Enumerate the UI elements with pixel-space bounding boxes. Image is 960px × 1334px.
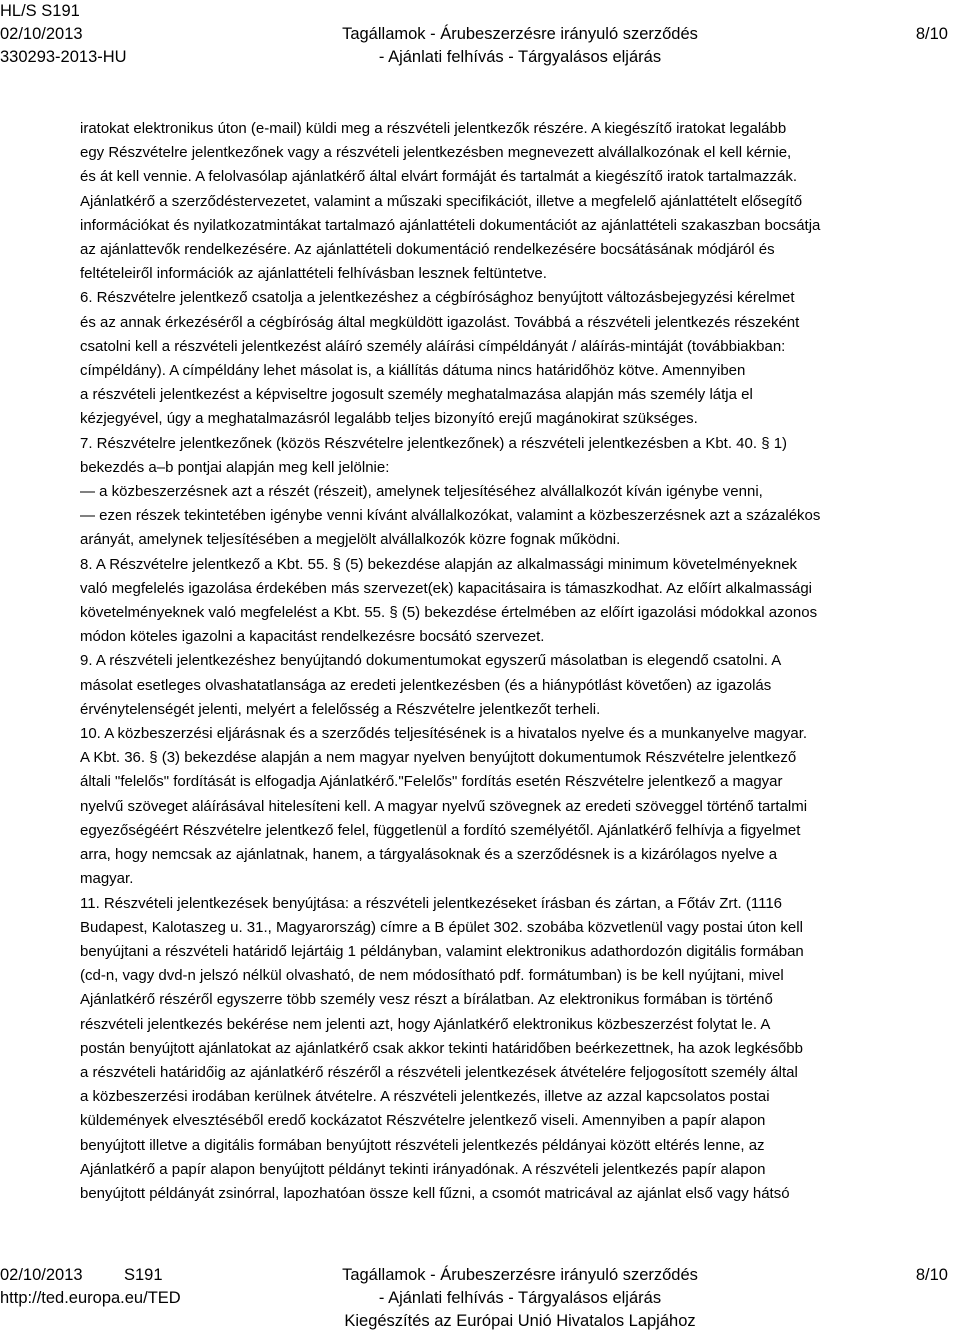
- body-line: magyar.: [80, 870, 134, 888]
- body-line: arányát, amelynek teljesítésében a megjelölt alvállalkozók közre fognak működni.: [80, 531, 621, 549]
- body-line: küldemények elvesztéséből eredő kockázatot Részvételre jelentkező viseli. Amennyiben a papír alapon: [80, 1112, 766, 1130]
- footer-title-line3: Kiegészítés az Európai Unió Hivatalos Lapjához: [344, 1312, 696, 1330]
- body-line: csatolni kell a részvételi jelentkezést aláíró személy aláírási címpéldányát / aláírás-mintáját (továbbiakban:: [80, 337, 786, 355]
- footer-title-line1: Tagállamok - Árubeszerzésre irányuló szerződés: [342, 1266, 698, 1284]
- body-line: iratokat elektronikus úton (e-mail) küldi meg a részvételi jelentkezők részére. A kiegészítő iratokat legalább: [80, 120, 787, 137]
- body-line: 7. Részvételre jelentkezőnek (közös Részvételre jelentkezőnek) a részvételi jelentkezésben a Kbt. 40. § 1): [80, 434, 788, 452]
- header-page-number: 8/10: [915, 25, 948, 43]
- body-line: 10. A közbeszerzési eljárásnak és a szerződés teljesítésének is a hivatalos nyelve és a munkanyelve magyar.: [80, 725, 808, 743]
- body-line: és az annak érkezéséről a cégbíróság által megküldött igazolást. Továbbá a részvételi jelentkezés részeként: [80, 313, 800, 331]
- footer-series: S191: [124, 1266, 163, 1284]
- body-line: általi "felelős" fordítását is elfogadja Ajánlatkérő."Felelős" fordítás esetén Részvételre jelentkező a magyar: [80, 773, 783, 791]
- body-line: 8. A Részvételre jelentkező a Kbt. 55. § (5) bekezdése alapján az alkalmassági minimum követelményeknek: [80, 555, 798, 573]
- body-line: az ajánlattevők rendelkezésére. Az ajánlattételi dokumentáció rendelkezésére bocsátásának módjáról és: [80, 241, 775, 259]
- body-line: egy Részvételre jelentkezőnek vagy a részvételi jelentkezésben megnevezett alvállalkozónak el kell kérnie,: [80, 144, 792, 162]
- body-line: bekezdés a–b pontjai alapján meg kell jelölnie:: [80, 458, 390, 476]
- body-line: benyújtott illetve a digitális formában benyújtott részvételi jelentkezés példányai között eltérés lenne, az: [80, 1136, 765, 1154]
- body-line: címpéldány). A címpéldány lehet másolat is, a kiállítás dátuma nincs határidőhöz kötve. Amennyiben: [80, 362, 746, 380]
- body-line: érvénytelenségét jelenti, melyért a felelősség a Részvételre jelentkezőt terheli.: [80, 700, 601, 718]
- header-date: 02/10/2013: [0, 25, 83, 43]
- body-line: feltételeiről információk az ajánlattételi felhívásban lesznek feltüntetve.: [80, 265, 547, 283]
- footer-page-number: 8/10: [915, 1266, 948, 1284]
- footer-date: 02/10/2013: [0, 1266, 83, 1284]
- body-line: 11. Részvételi jelentkezések benyújtása: a részvételi jelentkezéseket írásban és zártan, a Főtáv Zrt. (1116: [80, 894, 783, 912]
- body-line: és át kell vennie. A felolvasólap ajánlatkérő által elvárt formáját és tartalmát a kiegészítő iratok tartalmazzák.: [80, 168, 798, 186]
- body-line: Budapest, Kalotaszeg u. 31., Magyarország) címre a B épület 302. szobába közvetlenül vagy postai úton kell: [80, 918, 803, 936]
- body-line: — a közbeszerzésnek azt a részét (részeit), amelynek teljesítéséhez alvállalkozót kíván igénybe venni,: [80, 483, 763, 501]
- body-line: másolat esetleges olvashatatlansága az eredeti jelentkezésben (és a hiánypótlást követően) az igazolás: [80, 676, 772, 694]
- body-line: 6. Részvételre jelentkező csatolja a jelentkezéshez a cégbírósághoz benyújtott változásbejegyzési kérelmet: [80, 289, 795, 307]
- body-line: részvételi jelentkezés bekérése nem jelenti azt, hogy Ajánlatkérő elektronikus közbeszerzést folytat le. A: [80, 1015, 771, 1033]
- body-line: Ajánlatkérő a szerződéstervezetet, valamint a műszaki specifikációt, illetve a megfelelő ajánlattételt elősegítő: [80, 192, 803, 210]
- body-line: Ajánlatkérő a papír alapon benyújtott példányt tekinti irányadónak. A részvételi jelentkezés papír alapon: [80, 1160, 766, 1178]
- body-line: benyújtott példányát zsinórral, lapozhatóan össze kell fűzni, a csomót matricával az ajánlat első vagy hátsó: [80, 1184, 790, 1202]
- body-line: nyelvű szöveget aláírásával hitelesíteni kell. A magyar nyelvű szövegnek az eredeti szöveggel történő tartalmi: [80, 797, 808, 815]
- body-line: a közbeszerzési irodában kerülnek átvételre. A részvételi jelentkezés, illetve az azzal kapcsolatos postai: [80, 1088, 770, 1106]
- body-line: kézjegyével, úgy a meghatalmazásról legalább teljes bizonyító erejű magánokirat szükséges.: [80, 410, 698, 428]
- body-line: (cd-n, vagy dvd-n jelszó nélkül olvasható, de nem módosítható pdf. formátumban) is be kell nyújtani, mivel: [80, 967, 784, 985]
- document-body: [80, 117, 960, 1206]
- body-line: módon köteles igazolni a kapacitást rendelkezésre bocsátó szervezet.: [80, 628, 545, 646]
- body-line: való megfelelés igazolása érdekében más szervezet(ek) kapacitásaira is támaszkodhat. Az előírt alkalmassági: [80, 579, 813, 597]
- body-line: — ezen részek tekintetében igénybe venni kívánt alvállalkozókat, valamint a közbeszerzésnek azt a százalékos: [80, 507, 821, 525]
- body-line: egyezőségéért Részvételre jelentkező felel, függetlenül a fordító személyétől. Ajánlatkérő felhívja a figyelmet: [80, 821, 801, 839]
- footer-title-line2: - Ajánlati felhívás - Tárgyalásos eljárás: [378, 1289, 662, 1307]
- header-title-line1: Tagállamok - Árubeszerzésre irányuló szerződés: [342, 25, 698, 43]
- footer-url: http://ted.europa.eu/TED: [0, 1289, 181, 1307]
- body-line: A Kbt. 36. § (3) bekezdése alapján a nem magyar nyelven benyújtott dokumentumok Részvételre jelentkező: [80, 749, 797, 767]
- body-line: követelményeknek való megfelelést a Kbt. 55. § (5) bekezdése értelmében az előírt igazolási módokkal azonos: [80, 604, 818, 622]
- body-line: Ajánlatkérő részéről egyszerre több személy vesz részt a bírálatban. Az elektronikus formában is történő: [80, 991, 773, 1009]
- body-line: 9. A részvételi jelentkezéshez benyújtandó dokumentumokat egyszerű másolatban is elegendő csatolni. A: [80, 652, 782, 670]
- body-line: információkat és nyilatkozatmintákat tartalmazó ajánlattételi dokumentációt az ajánlattételi szakaszban bocsátja: [80, 216, 821, 234]
- body-line: a részvételi jelentkezést a képviseltre jogosult személy meghatalmazása alapján más személy látja el: [80, 386, 753, 404]
- body-line: postán benyújtott ajánlatokat az ajánlatkérő csak akkor tekinti határidőben beérkezettnek, ha azok legkésőbb: [80, 1039, 803, 1057]
- body-line: arra, hogy nemcsak az ajánlatnak, hanem, a tárgyalásoknak és a szerződésnek is a kizárólagos nyelve a: [80, 846, 778, 864]
- body-line: a részvételi határidőig az ajánlatkérő részéről a részvételi jelentkezések átvételére feljogosított személy által: [80, 1063, 798, 1081]
- header-title-line2: - Ajánlati felhívás - Tárgyalásos eljárás: [378, 48, 662, 66]
- doc-id: HL/S S191: [0, 2, 80, 20]
- header-ref: 330293-2013-HU: [0, 48, 127, 66]
- body-line: benyújtani a részvételi határidő lejártáig 1 példányban, valamint elektronikus adathordozón digitális formában: [80, 942, 804, 960]
